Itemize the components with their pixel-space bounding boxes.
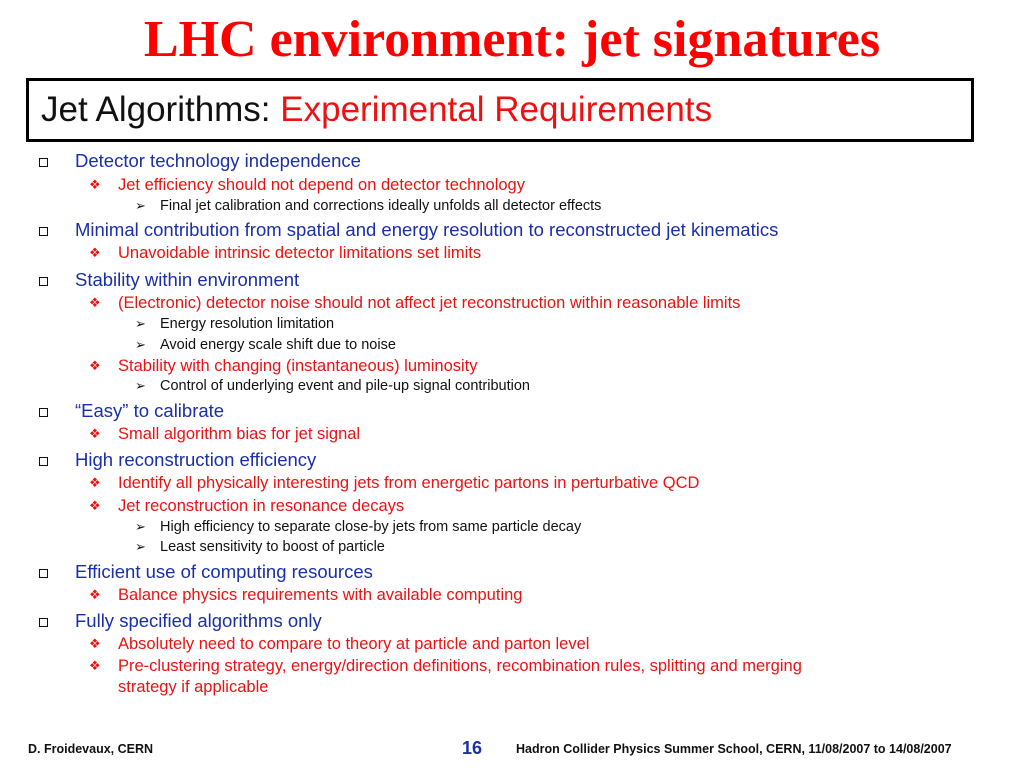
arrow-bullet-icon: ➢ xyxy=(135,198,146,213)
arrow-bullet-icon: ➢ xyxy=(135,378,146,393)
square-bullet-icon xyxy=(39,408,48,417)
diamond-bullet-icon: ❖ xyxy=(89,587,101,602)
bullet-level3-text: Energy resolution limitation xyxy=(160,316,335,332)
diamond-bullet-icon: ❖ xyxy=(89,295,101,310)
diamond-bullet-icon: ❖ xyxy=(89,358,101,373)
bullet-level2-text: Pre-clustering strategy, energy/direction definitions, recombination rules, splitting and merging xyxy=(118,657,802,675)
bullet-level2-text: Stability with changing (instantaneous) luminosity xyxy=(118,357,478,375)
bullet-level3-text: Final jet calibration and corrections ideally unfolds all detector effects xyxy=(160,198,602,214)
bullet-level2-text: Small algorithm bias for jet signal xyxy=(118,425,361,443)
bullet-level2-text: Unavoidable intrinsic detector limitations set limits xyxy=(118,244,482,262)
arrow-bullet-icon: ➢ xyxy=(135,539,146,554)
bullet-level1-text: Fully specified algorithms only xyxy=(75,610,322,631)
bullet-level1-text: Stability within environment xyxy=(75,269,300,290)
diamond-bullet-icon: ❖ xyxy=(89,177,101,192)
bullet-level1-text: Minimal contribution from spatial and energy resolution to reconstructed jet kinematics xyxy=(75,219,779,240)
square-bullet-icon xyxy=(39,277,48,286)
banner-label-highlight: Experimental Requirements xyxy=(280,90,713,129)
square-bullet-icon xyxy=(39,227,48,236)
bullet-level3-text: Control of underlying event and pile-up signal contribution xyxy=(160,378,530,394)
page-number: 16 xyxy=(462,738,483,758)
bullet-level2-text: Jet efficiency should not depend on detector technology xyxy=(118,176,525,194)
bullet-level3-text: Avoid energy scale shift due to noise xyxy=(160,337,396,353)
square-bullet-icon xyxy=(39,618,48,627)
bullet-level1-text: High reconstruction efficiency xyxy=(75,449,317,470)
bullet-level1-text: “Easy” to calibrate xyxy=(75,400,225,421)
arrow-bullet-icon: ➢ xyxy=(135,337,146,352)
footer-author: D. Froidevaux, CERN xyxy=(28,742,154,756)
bullet-level3-text: High efficiency to separate close-by jets from same particle decay xyxy=(160,519,582,535)
square-bullet-icon xyxy=(39,569,48,578)
bullet-level2-text: Balance physics requirements with available computing xyxy=(118,586,523,604)
arrow-bullet-icon: ➢ xyxy=(135,316,146,331)
diamond-bullet-icon: ❖ xyxy=(89,498,101,513)
bullet-level3-text: Least sensitivity to boost of particle xyxy=(160,539,385,555)
diamond-bullet-icon: ❖ xyxy=(89,658,101,673)
bullet-level1-text: Efficient use of computing resources xyxy=(75,561,373,582)
square-bullet-icon xyxy=(39,457,48,466)
slide-title: LHC environment: jet signatures xyxy=(143,11,881,68)
bullet-level2-text: (Electronic) detector noise should not affect jet reconstruction within reasonable limits xyxy=(118,294,741,312)
diamond-bullet-icon: ❖ xyxy=(89,245,101,260)
arrow-bullet-icon: ➢ xyxy=(135,519,146,534)
square-bullet-icon xyxy=(39,158,48,167)
bullet-level2-text: Identify all physically interesting jets from energetic partons in perturbative QCD xyxy=(118,474,700,492)
diamond-bullet-icon: ❖ xyxy=(89,636,101,651)
diamond-bullet-icon: ❖ xyxy=(89,475,101,490)
banner-label-main: Jet Algorithms: xyxy=(41,90,281,129)
footer-event: Hadron Collider Physics Summer School, CERN, 11/08/2007 to 14/08/2007 xyxy=(516,742,952,756)
bullet-level1-text: Detector technology independence xyxy=(75,150,361,171)
bullet-level2-text: Absolutely need to compare to theory at particle and parton level xyxy=(118,635,590,653)
bullet-level2-text: strategy if applicable xyxy=(118,678,269,696)
diamond-bullet-icon: ❖ xyxy=(89,426,101,441)
bullet-level2-text: Jet reconstruction in resonance decays xyxy=(118,497,405,515)
